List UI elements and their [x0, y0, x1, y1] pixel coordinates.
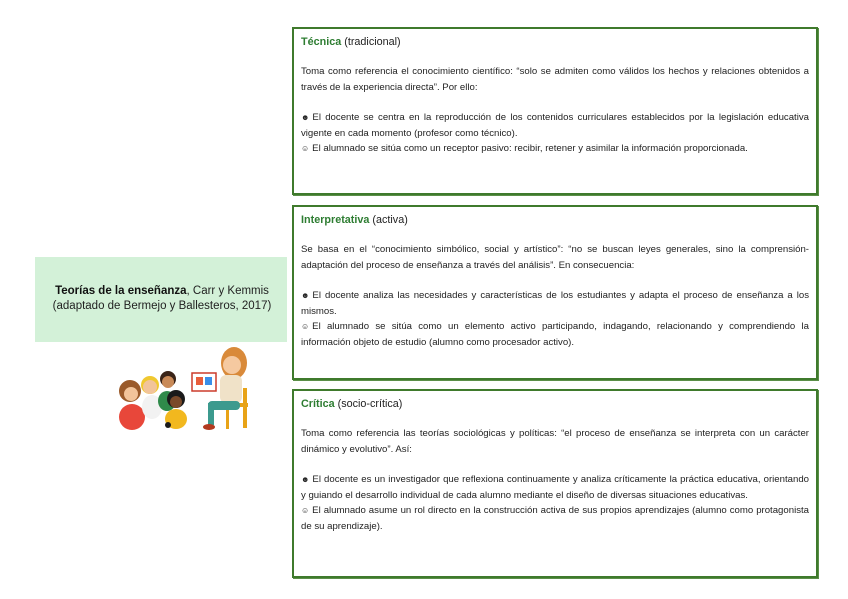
card-heading	[301, 397, 809, 411]
title-bold: Teorías de la enseñanza	[55, 285, 187, 297]
teacher-bullet-icon: ☻	[301, 291, 310, 300]
card-heading-key: Técnica	[301, 36, 342, 48]
card-heading-key: Crítica	[301, 398, 335, 410]
teacher-text: El docente es un investigador que reflexiona continuamente y analiza críticamente la práctica educativa, orientando y guiando el desarrollo individual de cada alumno mediante el diseño de diversas situaciones educativas.	[301, 474, 809, 501]
teacher-text: El docente se centra en la reproducción de los contenidos curriculares establecidos por la legislación educativa vigente en cada momento (profesor como técnico).	[301, 112, 809, 139]
student-text: El alumnado se sitúa como un elemento activo participando, indagando, relacionando y comprendiendo la información objeto de estudio (alumno como procesador activo).	[301, 321, 809, 348]
card-heading-rest: (socio-crítica)	[334, 398, 403, 410]
teacher-bullet-icon: ☻	[301, 113, 310, 122]
student-point	[301, 141, 809, 157]
teacher-point	[301, 472, 809, 503]
card-intro: Toma como referencia el conocimiento científico: “solo se admiten como válidos los hechos y relaciones obtenidos a través de la experiencia directa”. Por ello:	[301, 66, 809, 93]
teacher-text: El docente analiza las necesidades y características de los estudiantes y adapta el proceso de enseñanza a los mismos.	[301, 290, 809, 317]
card-heading-rest: (activa)	[369, 214, 408, 226]
card-interpretativa	[292, 205, 818, 380]
card-heading	[301, 35, 809, 49]
teacher-reading-to-children-illustration	[112, 343, 262, 431]
student-point	[301, 503, 809, 534]
card-heading-rest: (tradicional)	[341, 36, 401, 48]
card-tecnica	[292, 27, 818, 195]
card-intro: Se basa en el “conocimiento simbólico, social y artístico”: “no se buscan leyes generales, sino la comprensión-adaptación del proceso de enseñanza a través del análisis”. En consecuencia:	[301, 244, 809, 271]
student-point	[301, 319, 809, 350]
student-text: El alumnado se sitúa como un receptor pasivo: recibir, retener y asimilar la información proporcionada.	[312, 143, 748, 154]
teacher-point	[301, 288, 809, 319]
teacher-bullet-icon: ☻	[301, 475, 310, 484]
title-panel	[35, 257, 287, 342]
student-bullet-icon: ☺	[301, 506, 310, 515]
card-critica	[292, 389, 818, 578]
student-text: El alumnado asume un rol directo en la construcción activa de sus propios aprendizajes (alumno como protagonista de su aprendizaje).	[301, 505, 809, 532]
student-bullet-icon: ☺	[301, 144, 310, 153]
card-intro: Toma como referencia las teorías sociológicas y políticas: “el proceso de enseñanza se interpreta con un carácter dinámico y evolutivo”. Así:	[301, 428, 809, 455]
student-bullet-icon: ☺	[301, 322, 310, 331]
title-citation: , Carr y Kemmis (adaptado de Bermejo y Ballesteros, 2017)	[52, 285, 272, 312]
teacher-point	[301, 110, 809, 141]
card-heading-key: Interpretativa	[301, 214, 370, 226]
card-heading	[301, 213, 809, 227]
